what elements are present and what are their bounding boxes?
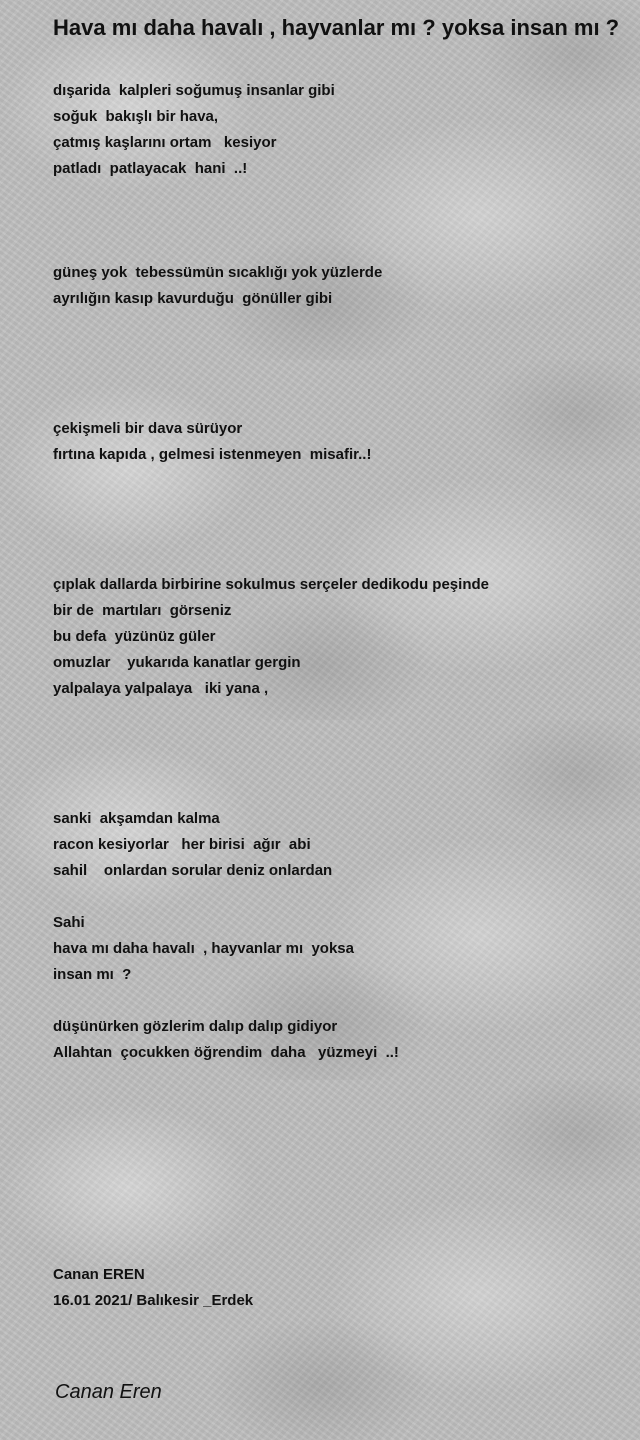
poem-title: Hava mı daha havalı , hayvanlar mı ? yoksa insan mı ? — [53, 15, 620, 40]
poem-line: bu defa yüzünüz güler — [53, 628, 216, 645]
poem-blank-line — [53, 702, 613, 728]
poem-line: düşünürken gözlerim dalıp dalıp gidiyor — [53, 1018, 338, 1035]
poem-line: sahil onlardan sorular deniz onlardan — [53, 862, 333, 879]
poem-blank-line — [53, 780, 613, 806]
poem-blank-line — [53, 988, 613, 1014]
signature-name: Canan EREN — [53, 1266, 145, 1283]
poem-blank-line — [53, 208, 613, 234]
poem-blank-line — [53, 728, 613, 754]
poem-line: racon kesiyorlar her birisi ağır abi — [53, 836, 311, 853]
poem-line: omuzlar yukarıda kanatlar gergin — [53, 654, 301, 671]
poem-line: insan mı ? — [53, 966, 132, 983]
poem-blank-line — [53, 338, 613, 364]
poem-blank-line — [53, 312, 613, 338]
poem-line: çatmış kaşlarını ortam kesiyor — [53, 134, 277, 151]
poem-line: güneş yok tebessümün sıcaklığı yok yüzlerde — [53, 264, 383, 281]
poem-blank-line — [53, 468, 613, 494]
poem-line: yalpalaya yalpalaya iki yana , — [53, 680, 269, 697]
poem-blank-line — [53, 182, 613, 208]
poem-line: sanki akşamdan kalma — [53, 810, 220, 827]
poem-blank-line — [53, 546, 613, 572]
poem-line: Sahi — [53, 914, 85, 931]
poem-blank-line — [53, 364, 613, 390]
signature-date-place: 16.01 2021/ Balıkesir _Erdek — [53, 1292, 254, 1309]
poem-line: dışarida kalpleri soğumuş insanlar gibi — [53, 82, 335, 99]
poem-blank-line — [53, 494, 613, 520]
poem-blank-line — [53, 754, 613, 780]
poem-line: patladı patlayacak hani ..! — [53, 160, 248, 177]
poem-blank-line — [53, 884, 613, 910]
poem-signature — [53, 1262, 253, 1314]
poem-line: hava mı daha havalı , hayvanlar mı yoksa — [53, 940, 354, 957]
poem-line: fırtına kapıda , gelmesi istenmeyen misafir..! — [53, 446, 372, 463]
poem-blank-line — [53, 390, 613, 416]
footer-author-name: Canan Eren — [55, 1381, 162, 1403]
poem-line: Allahtan çocukken öğrendim daha yüzmeyi ..! — [53, 1044, 399, 1061]
poem-blank-line — [53, 234, 613, 260]
poem-line: çıplak dallarda birbirine sokulmus serçeler dedikodu peşinde — [53, 576, 489, 593]
poem-line: bir de martıları görseniz — [53, 602, 232, 619]
poem-line: soğuk bakışlı bir hava, — [53, 108, 219, 125]
poem-line: ayrılığın kasıp kavurduğu gönüller gibi — [53, 290, 333, 307]
poem-body — [53, 78, 613, 1066]
poem-line: çekişmeli bir dava sürüyor — [53, 420, 243, 437]
poem-blank-line — [53, 520, 613, 546]
